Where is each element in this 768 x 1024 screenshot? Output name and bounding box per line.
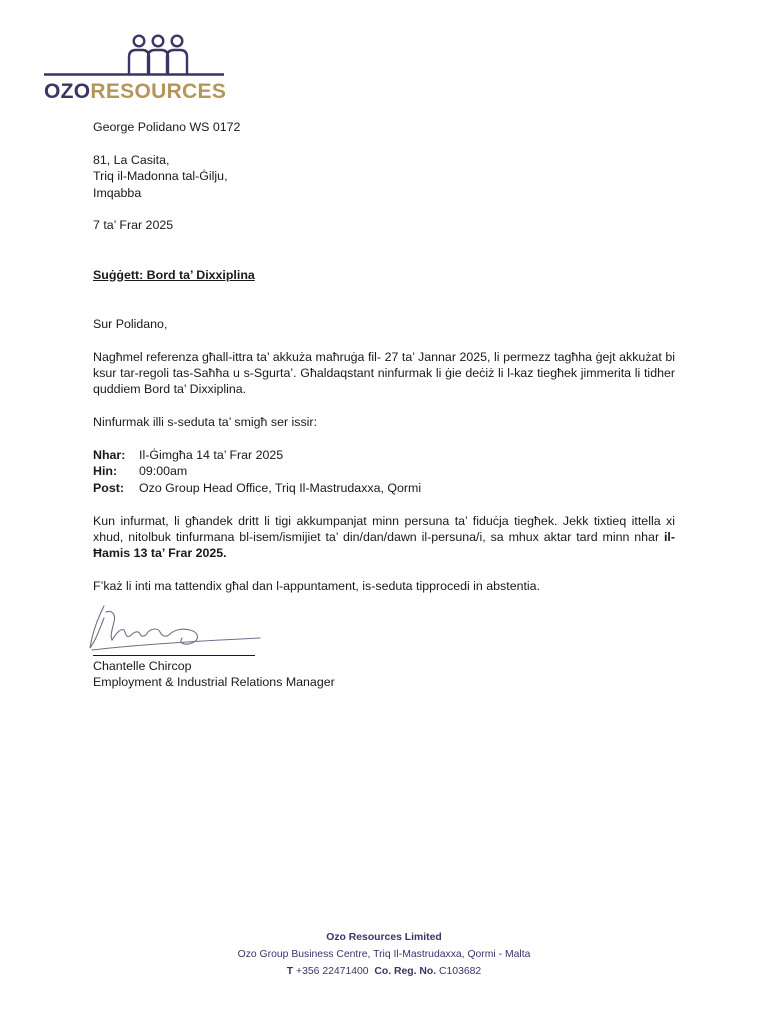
recipient-address-line-2: Triq il-Madonna tal-Ġilju, bbox=[93, 169, 228, 184]
signatory-name: Chantelle Chircop bbox=[93, 659, 192, 673]
footer-phone-label: T bbox=[286, 966, 294, 977]
letter-body bbox=[93, 119, 675, 595]
signatory-title: Employment & Industrial Relations Manager bbox=[93, 675, 335, 690]
signature-line bbox=[93, 655, 255, 656]
detail-row-date bbox=[93, 447, 675, 463]
salutation: Sur Polidano, bbox=[93, 316, 168, 331]
letter-footer bbox=[0, 929, 768, 980]
paragraph-rights-text: Kun infurmat, li għandek dritt li tigi akkumpanjat minn persuna ta’ fiduċja tiegħek. Jekk tixtieq ittella xi xhud, nitolbuk tinfurmana bl-isem/ismijiet ta’ din/dan/dawn il-persuna/i, sa mhux aktar tard minn nhar bbox=[93, 513, 675, 544]
paragraph-rights bbox=[93, 513, 675, 562]
letter-subject: Suġġett: Bord ta’ Dixxiplina bbox=[93, 267, 255, 282]
signoff-block bbox=[93, 658, 335, 691]
footer-phone: +356 22471400 bbox=[296, 966, 369, 977]
detail-label: Nhar: bbox=[93, 447, 126, 462]
detail-label: Hin: bbox=[93, 464, 118, 479]
detail-value: 09:00am bbox=[139, 464, 188, 479]
logo-text-secondary: RESOURCES bbox=[90, 80, 227, 103]
footer-reg-label: Co. Reg. No. bbox=[374, 966, 437, 977]
detail-row-place bbox=[93, 480, 675, 496]
paragraph-hearing-intro: Ninfurmak illi s-seduta ta’ smigħ ser issir: bbox=[93, 415, 318, 430]
paragraph-absentia: F’każ li inti ma tattendix għal dan l-appuntament, is-seduta tipprocedi in abstentia. bbox=[93, 579, 541, 594]
paragraph-reference: Nagħmel referenza għall-ittra ta’ akkuża maħruġa fil- 27 ta’ Jannar 2025, li permezz tagħha ġejt akkużat bi ksur tar-regoli tas-Saħħa u s-Sgurta’. Għaldaqstant ninfurmak li ġie deċiż li l-kaz tiegħek jimmerita li tidher quddiem Bord ta’ Dixxiplina. bbox=[93, 349, 675, 397]
handwritten-signature bbox=[86, 600, 264, 656]
detail-label: Post: bbox=[93, 480, 124, 495]
footer-contact bbox=[0, 963, 768, 980]
company-logo bbox=[42, 30, 228, 104]
recipient-address-line-3: Imqabba bbox=[93, 185, 142, 200]
footer-company: Ozo Resources Limited bbox=[326, 932, 442, 943]
detail-row-time bbox=[93, 463, 675, 479]
detail-value: Ozo Group Head Office, Triq Il-Mastrudaxxa, Qormi bbox=[139, 480, 422, 495]
logo-text-primary: OZO bbox=[44, 80, 91, 103]
footer-reg-no: C103682 bbox=[439, 966, 482, 977]
letter-date: 7 ta’ Frar 2025 bbox=[93, 218, 174, 233]
recipient-address-line-1: 81, La Casita, bbox=[93, 152, 170, 167]
detail-value: Il-Ġimgħa 14 ta’ Frar 2025 bbox=[139, 447, 284, 462]
footer-address: Ozo Group Business Centre, Triq Il-Mastrudaxxa, Qormi - Malta bbox=[237, 949, 531, 960]
recipient-name: George Polidano WS 0172 bbox=[93, 120, 241, 134]
logo-wordmark bbox=[44, 81, 226, 103]
paragraph-rights-deadline: il-Ħamis 13 ta’ Frar 2025. bbox=[93, 530, 675, 561]
people-group-icon bbox=[42, 30, 228, 80]
